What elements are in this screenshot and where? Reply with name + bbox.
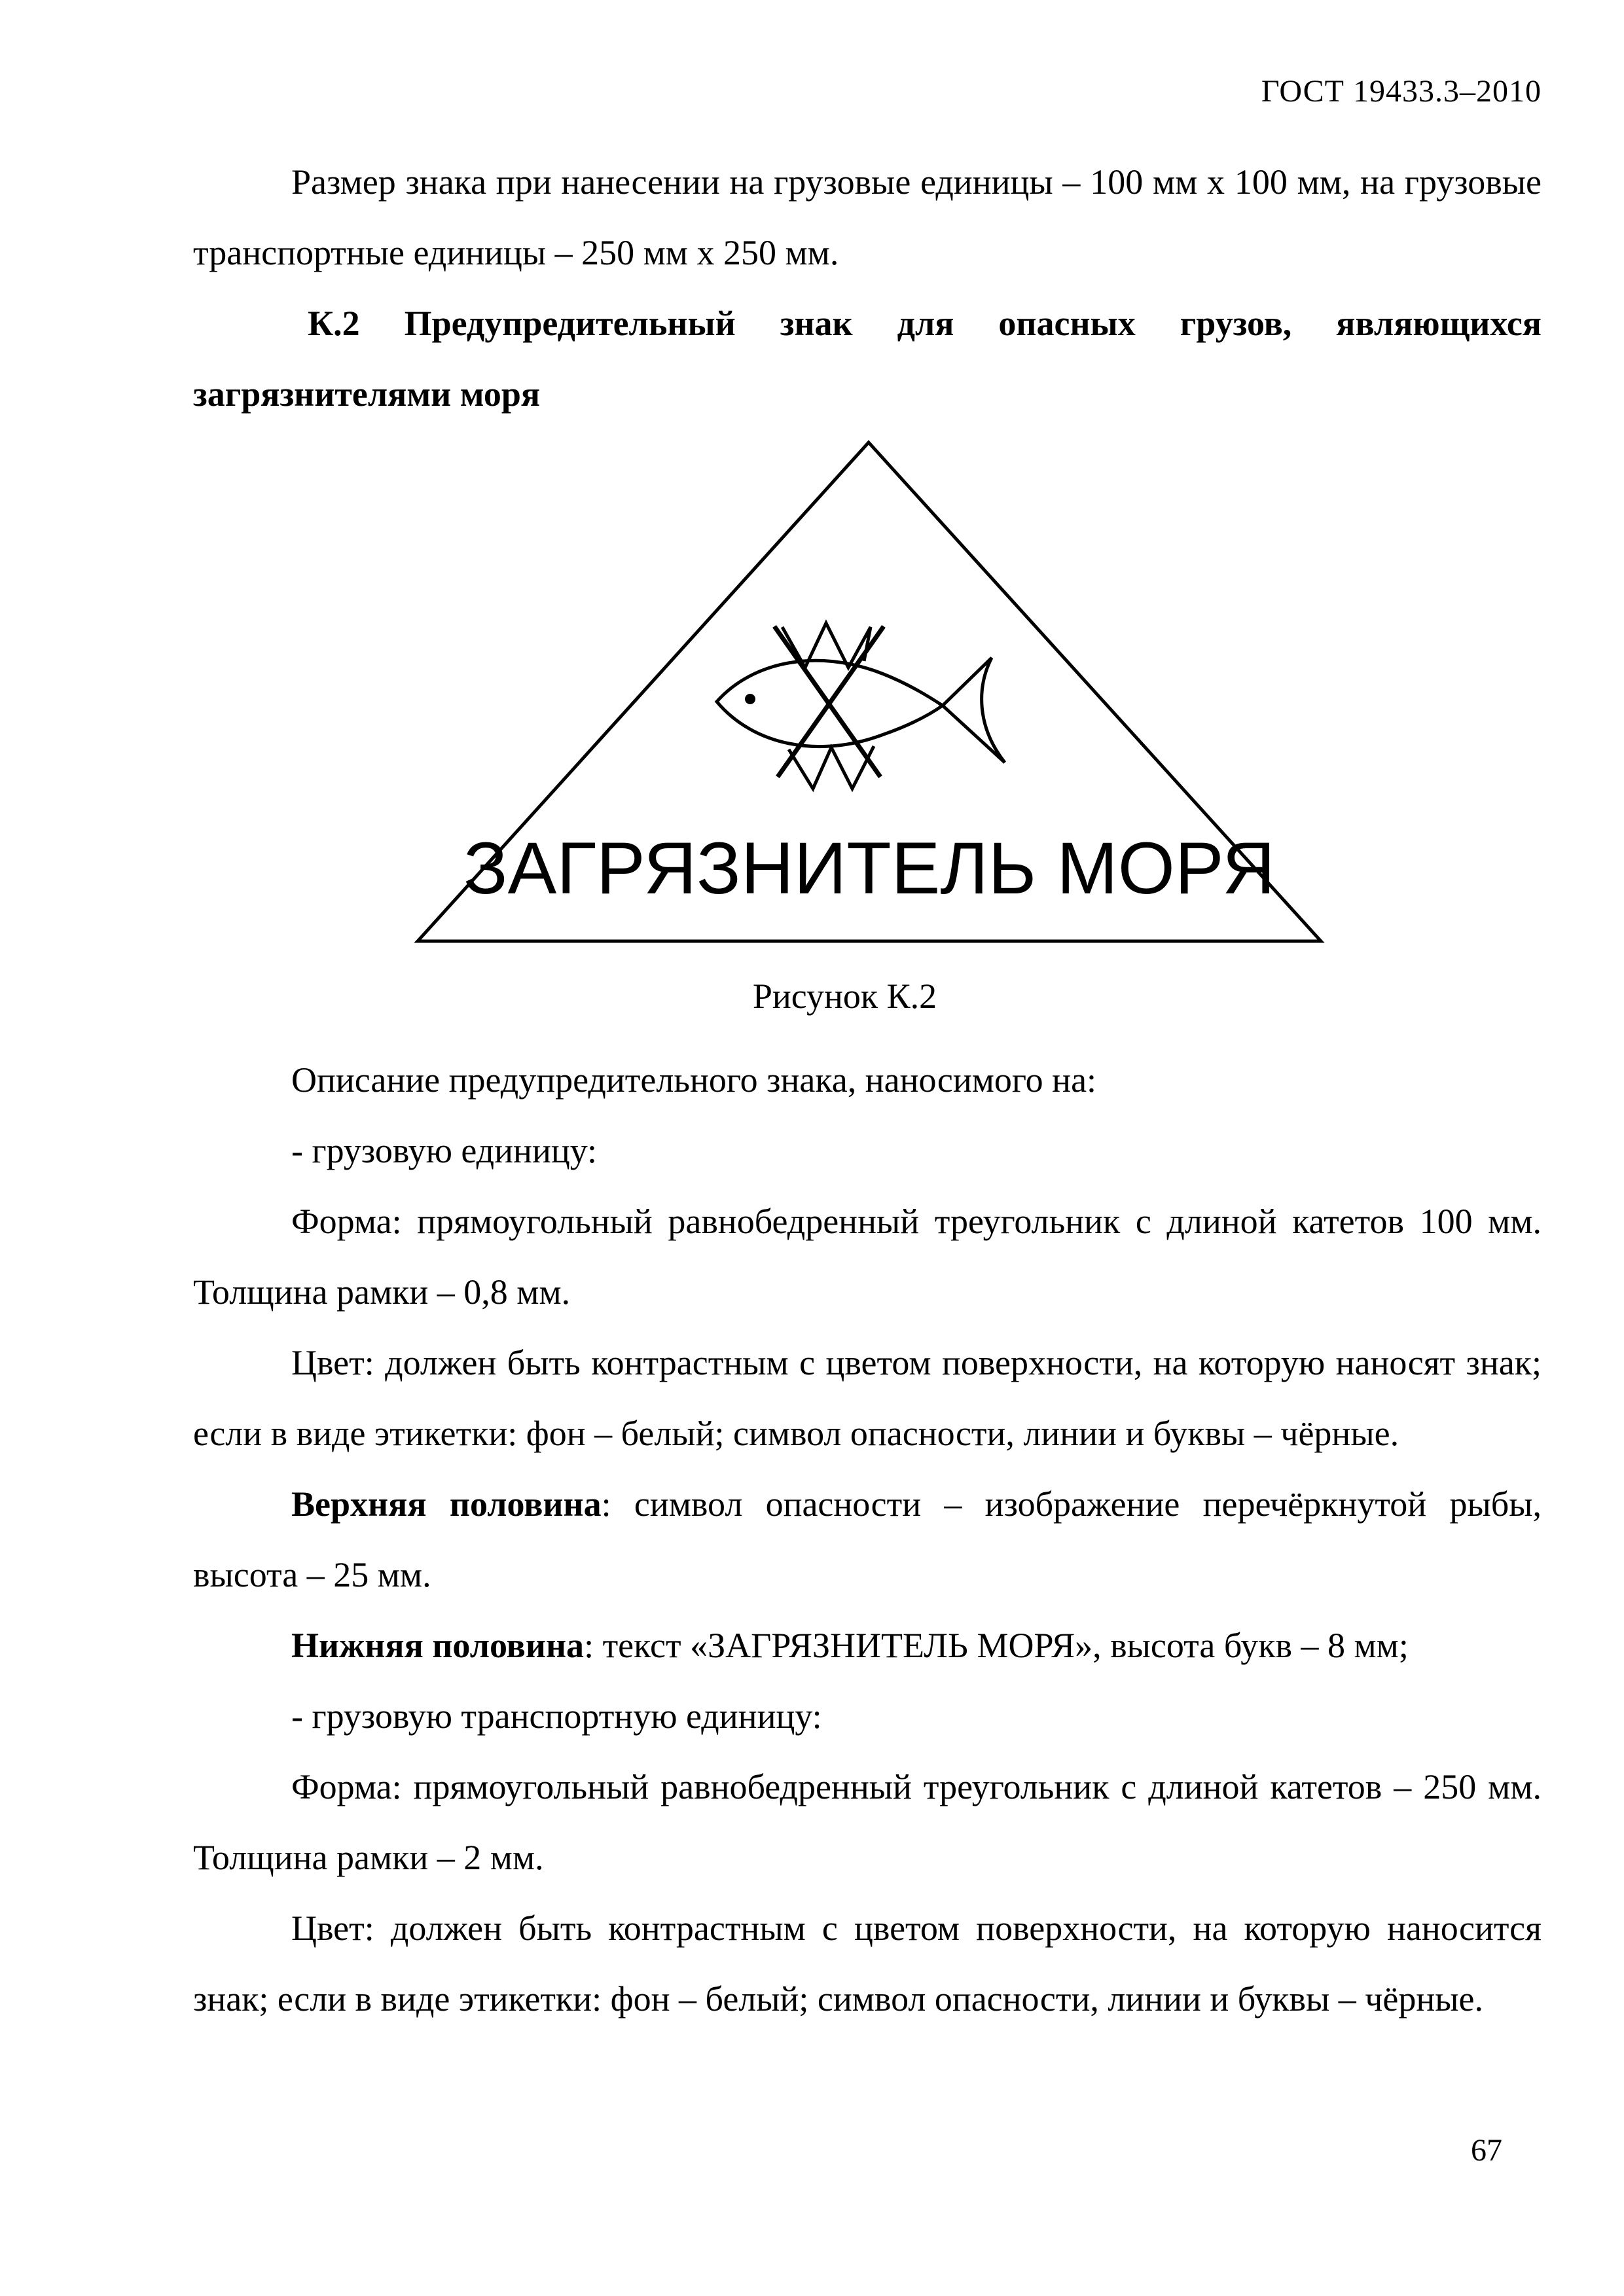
upper-half-paragraph [193, 1469, 1542, 1610]
list-item-cargo-unit: - грузовую единицу: [291, 1131, 598, 1170]
size-paragraph: Размер знака при нанесении на грузовые единицы – 100 мм х 100 мм, на грузовые транспортные единицы – 250 мм х 250 мм. [193, 162, 1542, 272]
upper-half-label: Верхняя половина [291, 1484, 602, 1524]
section-heading: К.2 Предупредительный знак для опасных грузов, являющихся загрязнителями моря [193, 304, 1542, 414]
intro-block [193, 147, 1542, 429]
list-item-transport-unit: - грузовую транспортную единицу: [291, 1696, 822, 1736]
document-code: ГОСТ 19433.3–2010 [1261, 74, 1542, 109]
description-block [193, 1045, 1542, 2034]
sign-drawing [412, 432, 1329, 956]
lower-half-text: : текст «ЗАГРЯЗНИТЕЛЬ МОРЯ», высота букв – 8 мм; [584, 1626, 1409, 1665]
color-paragraph-cargo-unit: Цвет: должен быть контрастным с цветом поверхности, на которую наносят знак; если в виде этикетки: фон – белый; символ опасности, линии и буквы – чёрные. [193, 1343, 1542, 1453]
fish-eye-icon [745, 694, 755, 704]
sign-text: ЗАГРЯЗНИТЕЛЬ МОРЯ [463, 827, 1275, 909]
shape-paragraph-transport-unit: Форма: прямоугольный равнобедренный треугольник с длиной катетов – 250 мм. Толщина рамки – 2 мм. [193, 1767, 1542, 1877]
marine-pollutant-sign [412, 432, 1329, 956]
lower-half-paragraph [193, 1610, 1542, 1681]
upper-half-text: : символ опасности – изображение перечёркнутой рыбы, высота – 25 мм. [193, 1484, 1542, 1594]
color-paragraph-transport-unit: Цвет: должен быть контрастным с цветом поверхности, на которую наносится знак; если в виде этикетки: фон – белый; символ опасности, линии и буквы – чёрные. [193, 1909, 1542, 2018]
lower-half-label: Нижняя половина [291, 1626, 585, 1665]
page-number: 67 [1471, 2133, 1502, 2168]
shape-paragraph-cargo-unit: Форма: прямоугольный равнобедренный треугольник с длиной катетов 100 мм. Толщина рамки – 0,8 мм. [193, 1202, 1542, 1312]
description-intro: Описание предупредительного знака, наносимого на: [291, 1060, 1097, 1100]
figure-caption: Рисунок К.2 [752, 977, 937, 1016]
